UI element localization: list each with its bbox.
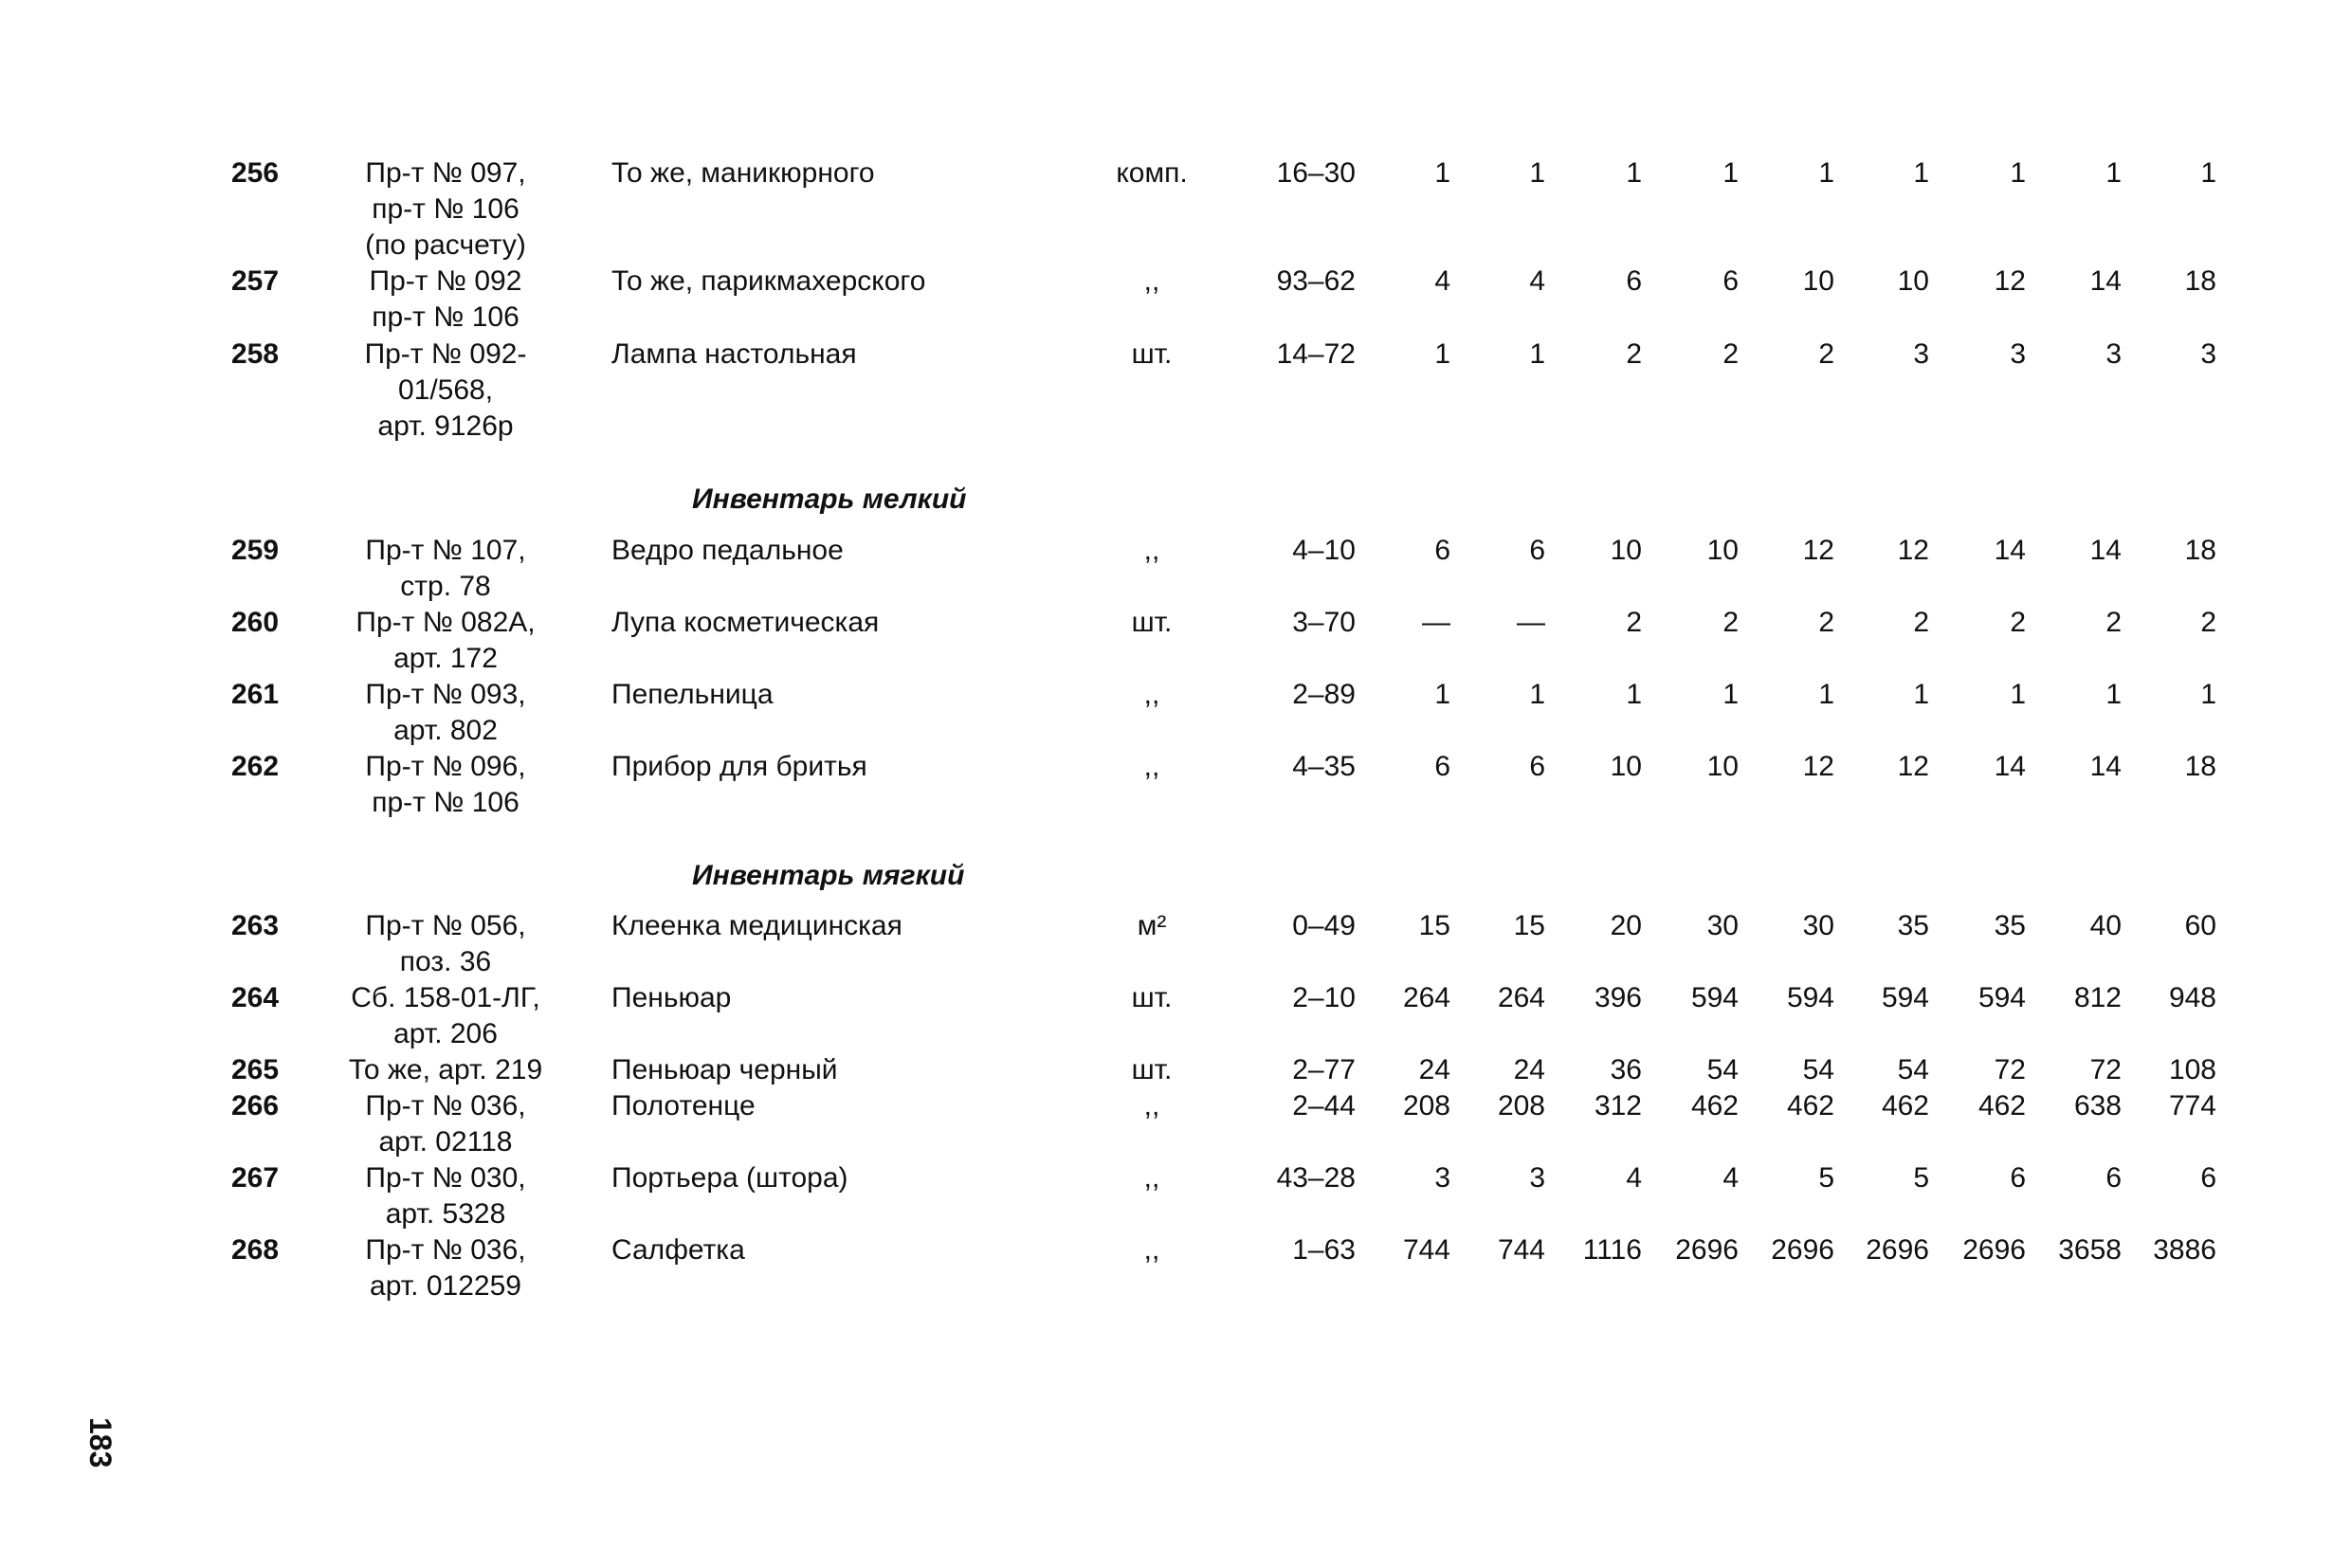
unit-price: 2–89 (1292, 679, 1356, 710)
quantity-cell: 1 (1434, 338, 1450, 370)
quantity-cell: 14 (1994, 535, 2026, 566)
unit-price: 93–62 (1276, 265, 1356, 297)
row-number: 266 (230, 1090, 280, 1121)
row-number: 268 (230, 1234, 280, 1266)
quantity-cell: 12 (1897, 751, 1929, 782)
quantity-cell: 3 (1434, 1162, 1450, 1194)
quantity-cell: 462 (1786, 1090, 1834, 1121)
item-name: Пеньюар (611, 982, 732, 1013)
quantity-cell: 3658 (2058, 1234, 2122, 1266)
reference-line: Пр-т № 096, (365, 751, 526, 782)
quantity-cell: 3886 (2153, 1234, 2216, 1266)
reference-line: (по расчету) (365, 229, 526, 261)
quantity-cell: 1 (2200, 679, 2216, 710)
quantity-cell: 15 (1513, 910, 1545, 941)
quantity-cell: 10 (1610, 751, 1642, 782)
quantity-cell: 1 (1626, 157, 1642, 189)
item-name: Лупа косметическая (611, 607, 880, 638)
unit-of-measure: шт. (1131, 982, 1173, 1013)
unit-price: 2–44 (1292, 1090, 1356, 1121)
quantity-cell: 2 (1722, 338, 1739, 370)
quantity-cell: 14 (2089, 265, 2122, 297)
item-name: То же, парикмахерского (611, 265, 926, 297)
quantity-cell: 2 (1626, 338, 1642, 370)
quantity-cell: 3 (1529, 1162, 1545, 1194)
quantity-cell: 462 (1977, 1090, 2026, 1121)
reference-line: Пр-т № 056, (365, 910, 526, 941)
quantity-cell: 1 (1529, 157, 1545, 189)
unit-of-measure: шт. (1131, 338, 1173, 370)
quantity-cell: — (1517, 607, 1545, 638)
quantity-cell: 6 (1434, 751, 1450, 782)
unit-price: 16–30 (1276, 157, 1356, 189)
quantity-cell: 6 (2010, 1162, 2026, 1194)
section-heading-small-inventory: Инвентарь мелкий (692, 483, 967, 515)
reference-line: Пр-т № 036, (365, 1234, 526, 1266)
quantity-cell: 12 (1994, 265, 2026, 297)
quantity-cell: 36 (1610, 1054, 1642, 1085)
reference-line: арт. 206 (393, 1018, 498, 1049)
row-number: 265 (230, 1054, 280, 1085)
item-name: Портьера (штора) (611, 1162, 848, 1194)
row-number: 257 (230, 265, 280, 297)
quantity-cell: 24 (1513, 1054, 1545, 1085)
quantity-cell: 6 (1529, 535, 1545, 566)
quantity-cell: 6 (2105, 1162, 2122, 1194)
quantity-cell: 2696 (1962, 1234, 2026, 1266)
quantity-cell: 4 (1626, 1162, 1642, 1194)
quantity-cell: 774 (2168, 1090, 2216, 1121)
quantity-cell: 1 (2105, 157, 2122, 189)
quantity-cell: 2 (2010, 607, 2026, 638)
reference-line: Пр-т № 036, (365, 1090, 526, 1121)
unit-price: 2–10 (1292, 982, 1356, 1013)
quantity-cell: 12 (1802, 751, 1834, 782)
quantity-cell: 35 (1994, 910, 2026, 941)
page-number: 183 (83, 1417, 118, 1468)
quantity-cell: 2 (1913, 607, 1929, 638)
row-number: 264 (230, 982, 280, 1013)
row-number: 263 (230, 910, 280, 941)
quantity-cell: 18 (2184, 265, 2216, 297)
unit-of-measure: ,, (1143, 535, 1160, 566)
reference-line: Пр-т № 092- (364, 338, 527, 370)
quantity-cell: 12 (1897, 535, 1929, 566)
quantity-cell: 2 (2105, 607, 2122, 638)
reference-line: арт. 802 (393, 715, 498, 746)
quantity-cell: 948 (2168, 982, 2216, 1013)
quantity-cell: 1 (1529, 679, 1545, 710)
item-name: Пеньюар черный (611, 1054, 838, 1085)
quantity-cell: 3 (2010, 338, 2026, 370)
quantity-cell: 1 (2010, 157, 2026, 189)
quantity-cell: 1 (1722, 679, 1739, 710)
quantity-cell: 1 (1722, 157, 1739, 189)
quantity-cell: 108 (2168, 1054, 2216, 1085)
reference-line: стр. 78 (400, 571, 491, 602)
quantity-cell: 30 (1706, 910, 1739, 941)
quantity-cell: 2 (1818, 607, 1834, 638)
quantity-cell: 4 (1434, 265, 1450, 297)
row-number: 267 (230, 1162, 280, 1194)
quantity-cell: 12 (1802, 535, 1834, 566)
section-heading-soft-inventory: Инвентарь мягкий (692, 860, 965, 891)
reference-line: пр-т № 106 (372, 301, 519, 333)
unit-of-measure: ,, (1143, 1234, 1160, 1266)
quantity-cell: 264 (1402, 982, 1450, 1013)
unit-of-measure: ,, (1143, 1162, 1160, 1194)
quantity-cell: 10 (1706, 535, 1739, 566)
item-name: Ведро педальное (611, 535, 844, 566)
quantity-cell: 14 (2089, 535, 2122, 566)
quantity-cell: 2 (1818, 338, 1834, 370)
reference-line: Пр-т № 082А, (355, 607, 536, 638)
quantity-cell: 812 (2073, 982, 2122, 1013)
reference-line: То же, арт. 219 (348, 1054, 543, 1085)
unit-of-measure: м² (1137, 910, 1167, 941)
quantity-cell: 1 (1434, 679, 1450, 710)
reference-line: поз. 36 (399, 946, 492, 977)
quantity-cell: 1 (1818, 679, 1834, 710)
item-name: Пепельница (611, 679, 774, 710)
quantity-cell: 35 (1897, 910, 1929, 941)
reference-line: пр-т № 106 (372, 787, 519, 818)
row-number: 261 (230, 679, 280, 710)
quantity-cell: 24 (1418, 1054, 1450, 1085)
unit-price: 4–35 (1292, 751, 1356, 782)
reference-line: 01/568, (397, 374, 494, 406)
reference-line: Сб. 158-01-ЛГ, (351, 982, 540, 1013)
quantity-cell: 5 (1913, 1162, 1929, 1194)
row-number: 262 (230, 751, 280, 782)
reference-line: арт. 9126р (377, 410, 514, 442)
quantity-cell: 638 (2073, 1090, 2122, 1121)
quantity-cell: 3 (1913, 338, 1929, 370)
item-name: То же, маникюрного (611, 157, 875, 189)
quantity-cell: 6 (1529, 751, 1545, 782)
unit-price: 3–70 (1292, 607, 1356, 638)
quantity-cell: 14 (1994, 751, 2026, 782)
quantity-cell: 1 (1626, 679, 1642, 710)
quantity-cell: 2696 (1866, 1234, 1929, 1266)
quantity-cell: 2 (1626, 607, 1642, 638)
quantity-cell: 594 (1786, 982, 1834, 1013)
row-number: 258 (230, 338, 280, 370)
unit-of-measure: ,, (1143, 1090, 1160, 1121)
quantity-cell: 4 (1722, 1162, 1739, 1194)
quantity-cell: 10 (1706, 751, 1739, 782)
quantity-cell: 10 (1802, 265, 1834, 297)
quantity-cell: 54 (1897, 1054, 1929, 1085)
item-name: Полотенце (611, 1090, 756, 1121)
item-name: Клеенка медицинская (611, 910, 902, 941)
quantity-cell: 5 (1818, 1162, 1834, 1194)
reference-line: Пр-т № 097, (365, 157, 526, 189)
quantity-cell: 2696 (1771, 1234, 1834, 1266)
quantity-cell: 6 (1722, 265, 1739, 297)
quantity-cell: 594 (1977, 982, 2026, 1013)
quantity-cell: 54 (1706, 1054, 1739, 1085)
unit-price: 43–28 (1276, 1162, 1356, 1194)
quantity-cell: 3 (2105, 338, 2122, 370)
quantity-cell: 18 (2184, 751, 2216, 782)
quantity-cell: 1 (1818, 157, 1834, 189)
quantity-cell: 744 (1402, 1234, 1450, 1266)
quantity-cell: 744 (1497, 1234, 1545, 1266)
unit-price: 2–77 (1292, 1054, 1356, 1085)
reference-line: Пр-т № 030, (365, 1162, 526, 1194)
reference-line: Пр-т № 092 (369, 265, 522, 297)
quantity-cell: 1 (1529, 338, 1545, 370)
quantity-cell: 594 (1881, 982, 1929, 1013)
row-number: 260 (230, 607, 280, 638)
unit-of-measure: ,, (1143, 751, 1160, 782)
quantity-cell: 2 (1722, 607, 1739, 638)
quantity-cell: 14 (2089, 751, 2122, 782)
quantity-cell: 594 (1690, 982, 1739, 1013)
quantity-cell: 6 (2200, 1162, 2216, 1194)
quantity-cell: 462 (1690, 1090, 1739, 1121)
quantity-cell: 1 (1913, 679, 1929, 710)
unit-price: 0–49 (1292, 910, 1356, 941)
quantity-cell: 312 (1594, 1090, 1642, 1121)
quantity-cell: 15 (1418, 910, 1450, 941)
reference-line: арт. 5328 (385, 1198, 506, 1230)
quantity-cell: 3 (2200, 338, 2216, 370)
item-name: Лампа настольная (611, 338, 857, 370)
unit-price: 14–72 (1276, 338, 1356, 370)
quantity-cell: 20 (1610, 910, 1642, 941)
quantity-cell: 264 (1497, 982, 1545, 1013)
quantity-cell: 208 (1497, 1090, 1545, 1121)
quantity-cell: 1 (2105, 679, 2122, 710)
quantity-cell: 1 (2010, 679, 2026, 710)
row-number: 259 (230, 535, 280, 566)
quantity-cell: 6 (1434, 535, 1450, 566)
quantity-cell: 1 (1434, 157, 1450, 189)
quantity-cell: 1116 (1582, 1234, 1642, 1266)
reference-line: Пр-т № 093, (365, 679, 526, 710)
quantity-cell: 4 (1529, 265, 1545, 297)
unit-price: 4–10 (1292, 535, 1356, 566)
reference-line: арт. 172 (393, 643, 498, 674)
quantity-cell: 54 (1802, 1054, 1834, 1085)
quantity-cell: 18 (2184, 535, 2216, 566)
quantity-cell: 396 (1594, 982, 1642, 1013)
reference-line: Пр-т № 107, (365, 535, 526, 566)
quantity-cell: 10 (1610, 535, 1642, 566)
reference-line: арт. 02118 (378, 1126, 513, 1158)
unit-of-measure: ,, (1143, 265, 1160, 297)
quantity-cell: 1 (1913, 157, 1929, 189)
quantity-cell: 60 (2184, 910, 2216, 941)
quantity-cell: 30 (1802, 910, 1834, 941)
item-name: Салфетка (611, 1234, 745, 1266)
row-number: 256 (230, 157, 280, 189)
quantity-cell: 208 (1402, 1090, 1450, 1121)
quantity-cell: 462 (1881, 1090, 1929, 1121)
unit-of-measure: шт. (1131, 1054, 1173, 1085)
quantity-cell: 2 (2200, 607, 2216, 638)
reference-line: пр-т № 106 (372, 193, 519, 225)
quantity-cell: — (1422, 607, 1450, 638)
unit-of-measure: шт. (1131, 607, 1173, 638)
quantity-cell: 6 (1626, 265, 1642, 297)
reference-line: арт. 012259 (370, 1270, 521, 1302)
quantity-cell: 72 (2089, 1054, 2122, 1085)
quantity-cell: 72 (1994, 1054, 2026, 1085)
quantity-cell: 40 (2089, 910, 2122, 941)
quantity-cell: 10 (1897, 265, 1929, 297)
unit-of-measure: ,, (1143, 679, 1160, 710)
unit-of-measure: комп. (1116, 157, 1188, 189)
quantity-cell: 1 (2200, 157, 2216, 189)
item-name: Прибор для бритья (611, 751, 867, 782)
quantity-cell: 2696 (1675, 1234, 1739, 1266)
unit-price: 1–63 (1292, 1234, 1356, 1266)
